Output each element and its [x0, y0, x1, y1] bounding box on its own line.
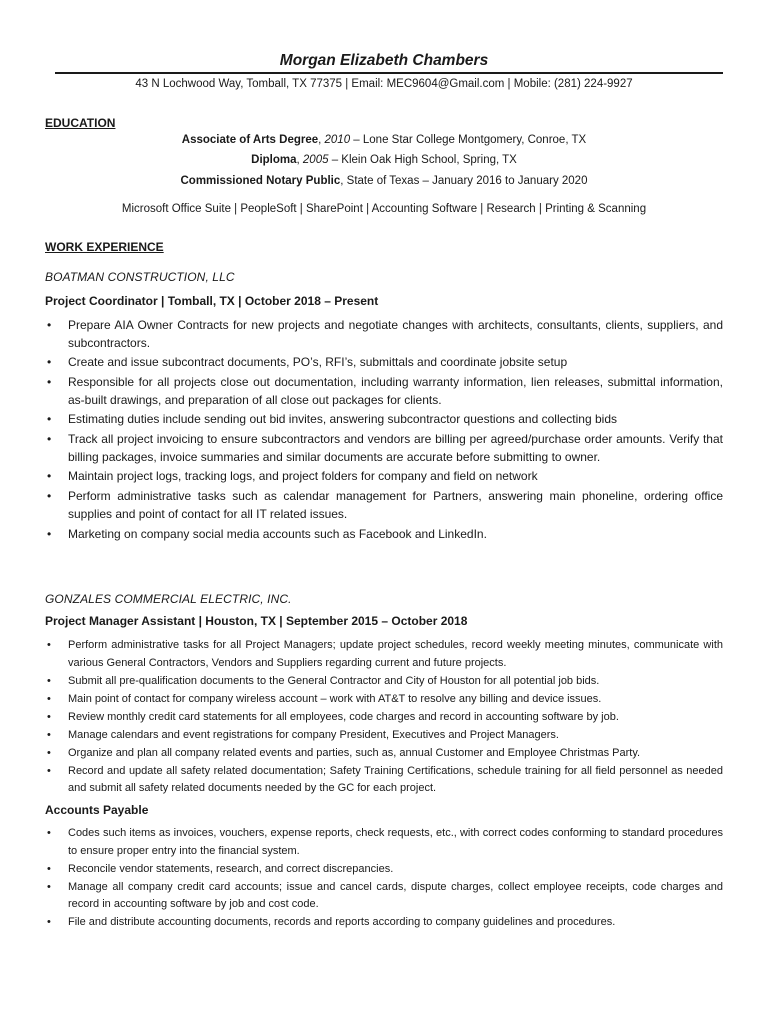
bullet-item: • Maintain project logs, tracking logs, and project folders for company and field on network: [45, 468, 723, 486]
bullet-item: • Reconcile vendor statements, research, and correct discrepancies.: [45, 861, 723, 879]
bullet-item: • Estimating duties include sending out bid invites, answering subcontractor questions and collecting bids: [45, 411, 723, 429]
degree-name: Associate of Arts Degree: [181, 134, 319, 146]
degree-year: 2010: [324, 134, 351, 146]
bullet-item: • Record and update all safety related documentation; Safety Training Certifications, schedule training for all field personnel as needed and submit all safety related documents needed by the GC for each project.: [45, 763, 723, 798]
bullet-item: • Prepare AIA Owner Contracts for new projects and negotiate changes with architects, consultants, clients, suppliers, and subcontractors.: [45, 317, 723, 352]
education-entry: Diploma, 2005 – Klein Oak High School, Spring, TX: [251, 154, 517, 166]
bullet-item: • Review monthly credit card statements for all employees, code charges and record in accounting software by job.: [45, 709, 723, 727]
education-heading: EDUCATION: [45, 116, 116, 130]
job-role: Project Coordinator | Tomball, TX | October 2018 – Present: [45, 294, 379, 308]
bullet-item: • Perform administrative tasks for all Project Managers; update project schedules, record weekly meeting minutes, communicate with various General Contractors, Vendors and Suppliers regarding current and future projects.: [45, 637, 723, 672]
subsection-bullets: [45, 825, 723, 932]
bullet-item: • Responsible for all projects close out documentation, including warranty information, lien releases, submittal information, as-built drawings, and preparation of all close out packages for clients.: [45, 374, 723, 409]
bullet-item: • Codes such items as invoices, vouchers, expense reports, check requests, etc., with correct codes conforming to standard procedures to ensure proper entry into the financial system.: [45, 825, 723, 860]
job-bullets: [45, 317, 723, 545]
bullet-item: • Submit all pre-qualification documents to the General Contractor and City of Houston for all potential job bids.: [45, 673, 723, 691]
bullet-item: • Organize and plan all company related events and parties, such as, annual Customer and Employee Christmas Party.: [45, 745, 723, 763]
bullet-item: • Manage all company credit card accounts; issue and cancel cards, dispute charges, collect employee receipts, code charges and record in accounting software by job and cost code.: [45, 879, 723, 914]
candidate-name: Morgan Elizabeth Chambers: [279, 52, 489, 69]
company-name: BOATMAN CONSTRUCTION, LLC: [45, 270, 235, 284]
degree-detail: – Lone Star College Montgomery, Conroe, TX: [350, 134, 587, 146]
degree-detail: – Klein Oak High School, Spring, TX: [328, 154, 517, 166]
degree-year: 2005: [302, 154, 329, 166]
bullet-item: • Manage calendars and event registrations for company President, Executives and Project Managers.: [45, 727, 723, 745]
skills-line: Microsoft Office Suite | PeopleSoft | SharePoint | Accounting Software | Research | Printing & Scanning: [121, 203, 647, 215]
contact-line: 43 N Lochwood Way, Tomball, TX 77375 | Email: MEC9604@Gmail.com | Mobile: (281) 224-9927: [135, 78, 633, 90]
degree-name: Diploma: [251, 154, 297, 166]
education-entry: [45, 175, 723, 187]
work-experience-heading: WORK EXPERIENCE: [45, 240, 164, 254]
certification-name: Commissioned Notary Public: [180, 175, 341, 187]
company-name: GONZALES COMMERCIAL ELECTRIC, INC.: [45, 592, 292, 606]
bullet-item: • Perform administrative tasks such as calendar management for Partners, answering main phoneline, ordering office supplies and point of contact for all IT related issues.: [45, 488, 723, 523]
education-entry: Associate of Arts Degree, 2010 – Lone Star College Montgomery, Conroe, TX: [181, 134, 587, 146]
bullet-item: • Track all project invoicing to ensure subcontractors and vendors are billing per agreed/purchase order amounts. Verify that billing packages, invoice summaries and similar documents are accurate before submitting to owner.: [45, 431, 723, 466]
bullet-item: • Marketing on company social media accounts such as Facebook and LinkedIn.: [45, 526, 723, 544]
bullet-item: • File and distribute accounting documents, records and reports according to company guidelines and procedures.: [45, 914, 723, 932]
job-role: Project Manager Assistant | Houston, TX | September 2015 – October 2018: [45, 614, 468, 628]
subsection-title: Accounts Payable: [45, 803, 149, 817]
job-bullets: [45, 637, 723, 798]
bullet-item: • Create and issue subcontract documents, PO’s, RFI’s, submittals and coordinate jobsite setup: [45, 354, 723, 372]
header-divider: [55, 72, 723, 74]
bullet-item: • Main point of contact for company wireless account – work with AT&T to resolve any billing and device issues.: [45, 691, 723, 709]
certification-detail: , State of Texas – January 2016 to January 2020: [340, 175, 588, 187]
